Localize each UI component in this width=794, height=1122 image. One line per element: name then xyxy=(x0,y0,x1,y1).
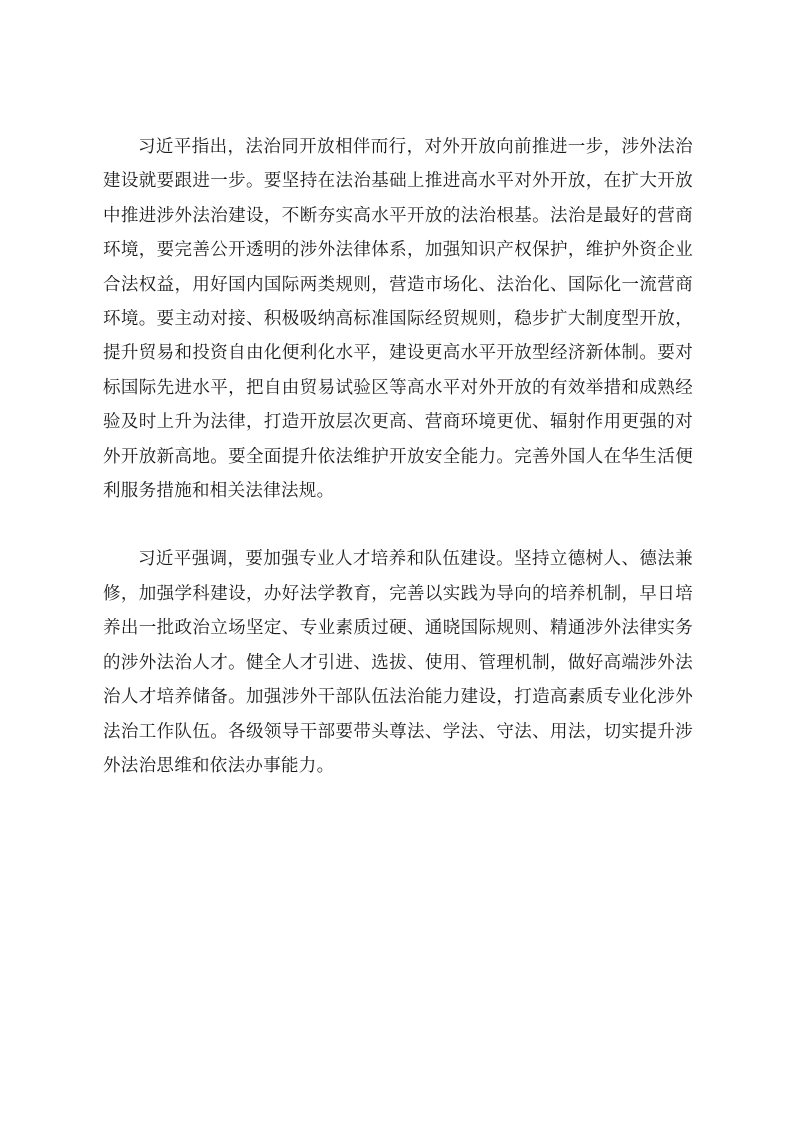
paragraph-opening-policy: 习近平指出，法治同开放相伴而行，对外开放向前推进一步，涉外法治建设就要跟进一步。要坚持在法治基础上推进高水平对外开放，在扩大开放中推进涉外法治建设，不断夯实高水平开放的法治根基。法治是最好的营商环境，要完善公开透明的涉外法律体系，加强知识产权保护，维护外资企业合法权益，用好国内国际两类规则，营造市场化、法治化、国际化一流营商环境。要主动对接、积极吸纳高标准国际经贸规则，稳步扩大制度型开放，提升贸易和投资自由化便利化水平，建设更高水平开放型经济新体制。要对标国际先进水平，把自由贸易试验区等高水平对外开放的有效举措和成熟经验及时上升为法律，打造开放层次更高、营商环境更优、辐射作用更强的对外开放新高地。要全面提升依法维护开放安全能力。完善外国人在华生活便利服务措施和相关法律法规。 xyxy=(103,137,693,502)
paragraph-talent-building: 习近平强调，要加强专业人才培养和队伍建设。坚持立德树人、德法兼修，加强学科建设，办好法学教育，完善以实践为导向的培养机制，早日培养出一批政治立场坚定、专业素质过硬、通晓国际规则、精通涉外法律实务的涉外法治人才。健全人才引进、选拔、使用、管理机制，做好高端涉外法治人才培养储备。加强涉外干部队伍法治能力建设，打造高素质专业化涉外法治工作队伍。各级领导干部要带头尊法、学法、守法、用法，切实提升涉外法治思维和依法办事能力。 xyxy=(103,549,693,776)
document-body xyxy=(103,130,693,783)
